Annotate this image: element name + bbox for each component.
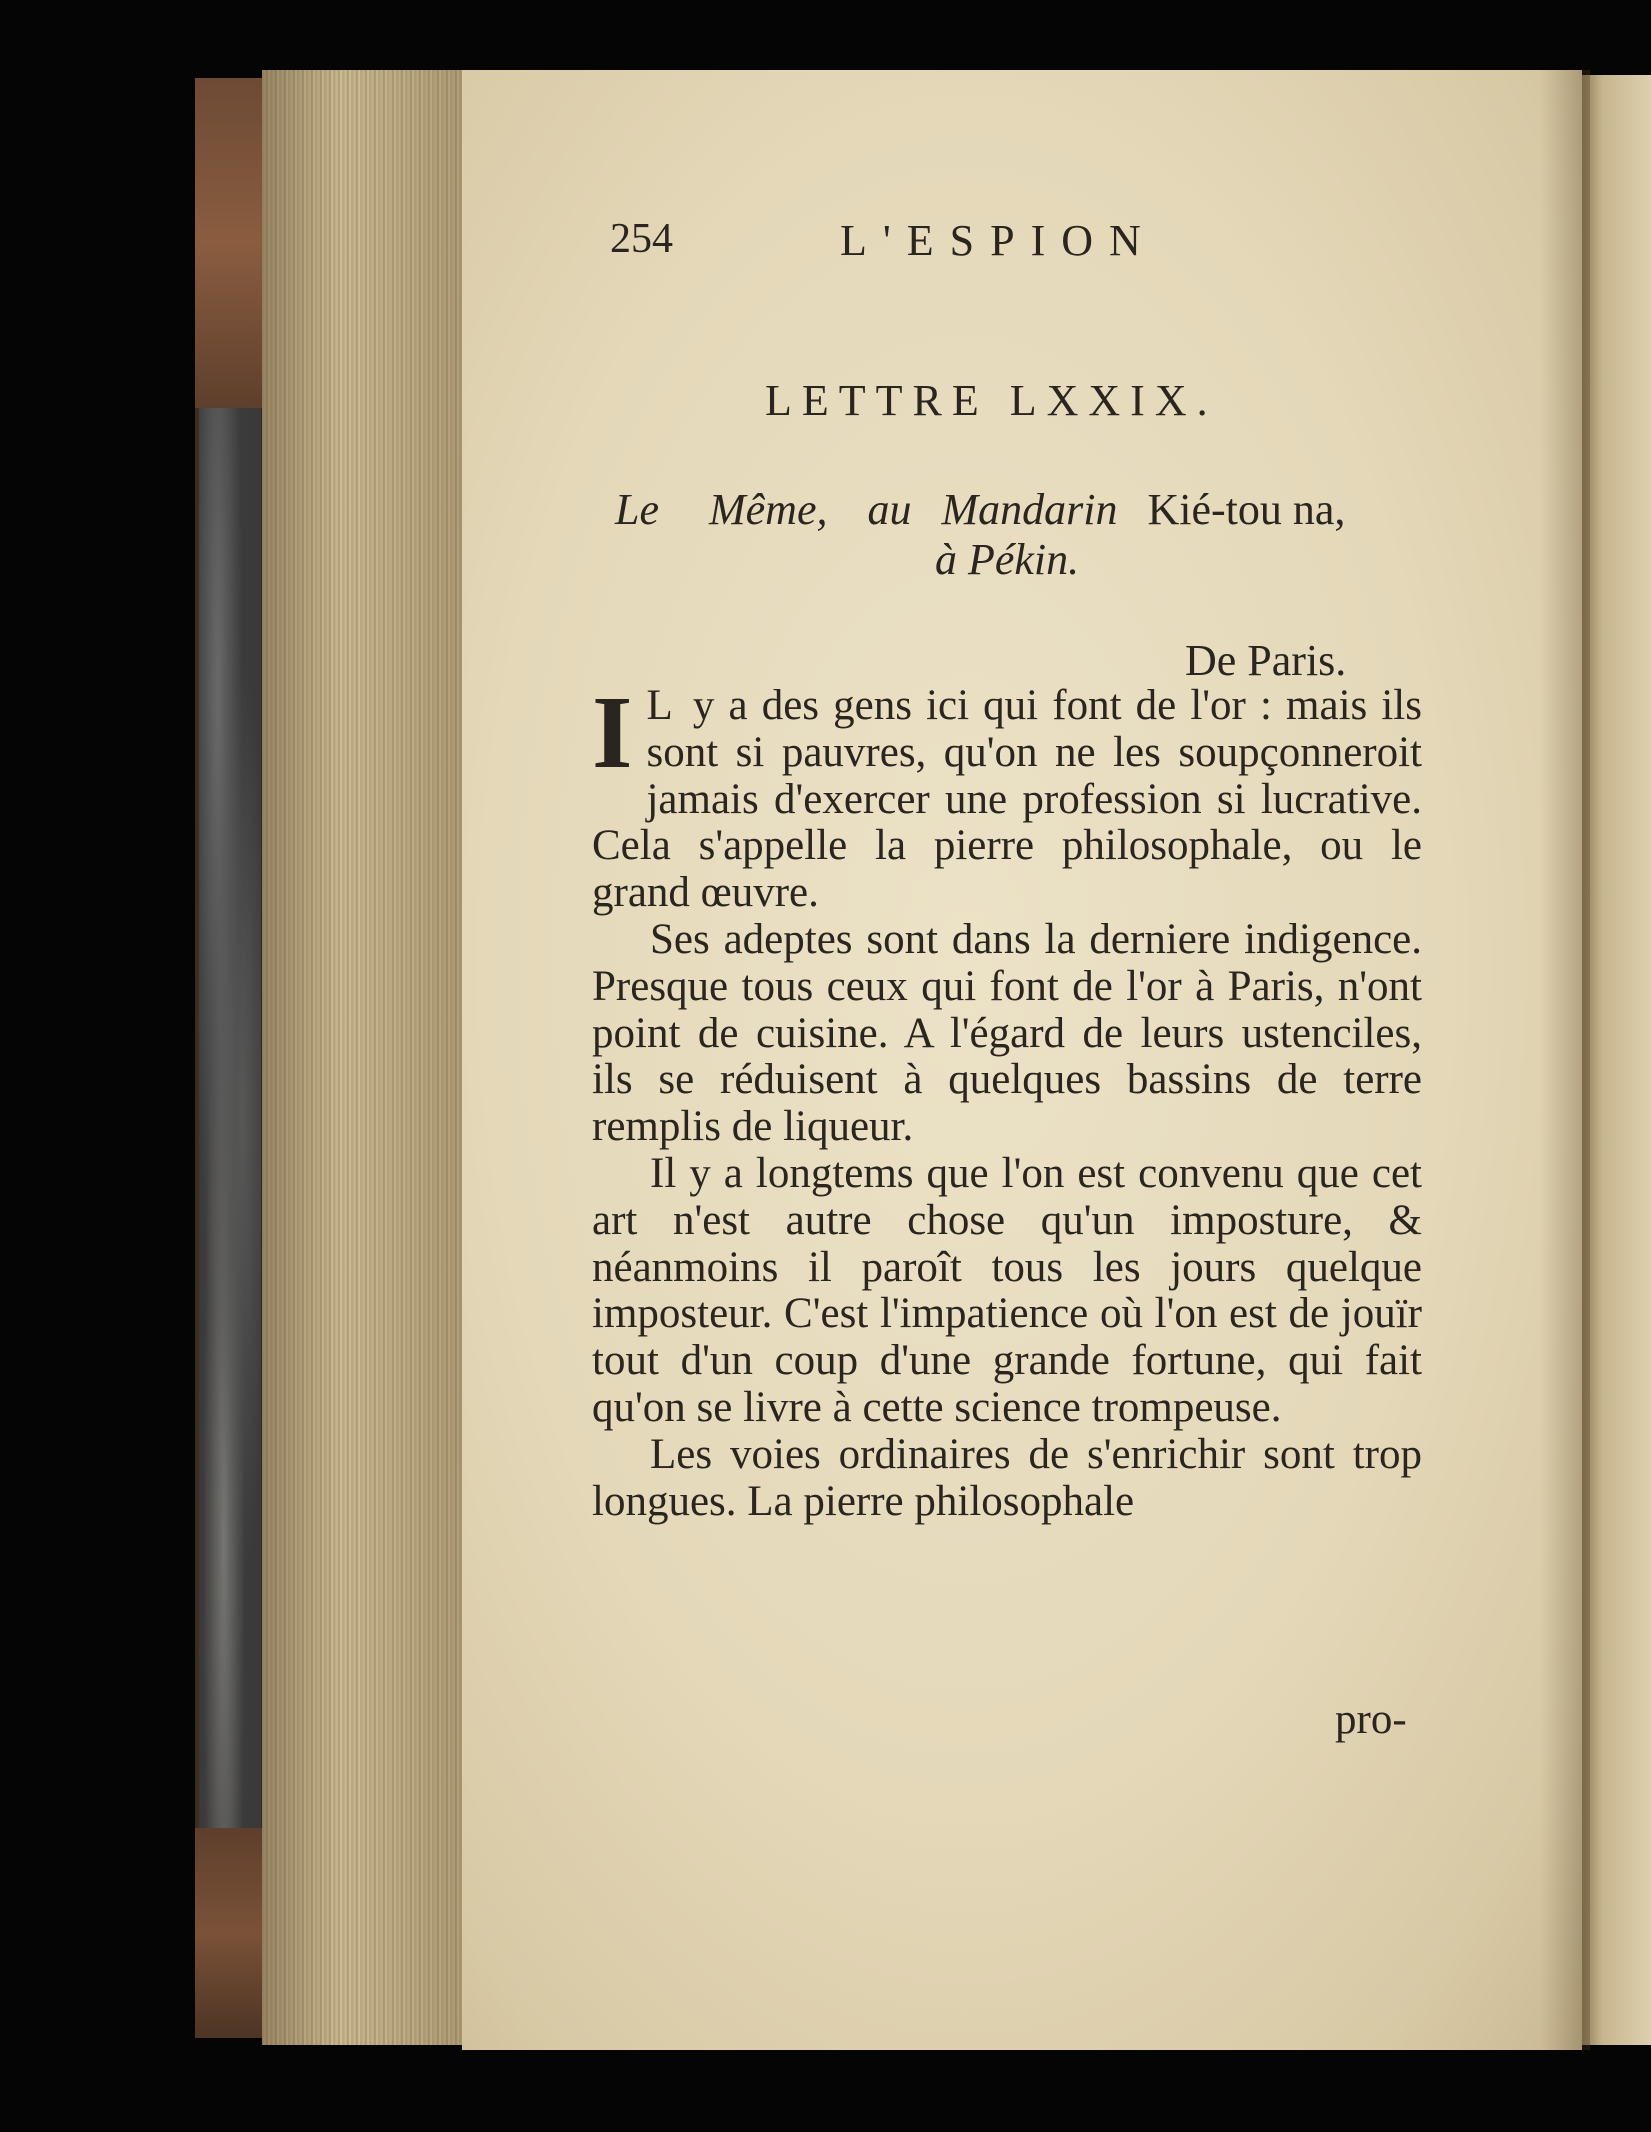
paragraph: Les voies ordinaires de s'enrichir sont trop longues. La pierre philosophale [592,1430,1422,1525]
page-edges [262,70,462,2045]
paragraph: Ses adeptes sont dans la derniere indigence. Presque tous ceux qui font de l'or à Paris, n'ont point de cuisine. A l'égard de leurs ustenciles, ils se réduisent à quelques bassins de terre remplis de liqueur. [592,915,1422,1151]
catchword: pro- [1335,1696,1407,1743]
salutation-recipient: Kié-tou na, [1147,485,1346,534]
dateline: De Paris. [1185,636,1347,685]
book-cover [195,78,267,2038]
paragraph: Il y a longtems que l'on est convenu que cet art n'est autre chose qu'un imposture, & néanmoins il paroît tous les jours quelque imposteur. C'est l'impatience où l'on est de jouïr tout d'un coup d'une grande fortune, qui fait qu'on se livre à cette science trompeuse. [592,1149,1422,1431]
page-header [610,215,1250,275]
leather-corner-top [195,78,267,408]
salutation-location: à Pékin. [935,535,1080,584]
leather-corner-bottom [195,1828,267,2038]
marbled-board [199,408,261,1828]
page-number: 254 [610,216,673,262]
salutation-word: au [867,485,912,534]
paragraph [592,675,1422,917]
gutter-shadow [1540,70,1590,2050]
letter-body [592,675,1422,1525]
drop-cap: I [592,675,633,790]
running-title: L'ESPION [840,216,1157,265]
facing-page-edge [1582,75,1651,2045]
salutation-word: Le [615,485,659,534]
salutation-word: Mandarin [941,485,1118,534]
salutation-word: Même, [709,485,828,534]
salutation [615,485,1415,585]
first-letter: L [646,682,679,729]
letter-heading: LETTRE LXXIX. [765,376,1218,425]
paragraph-text: y a des gens ici qui font de l'or : mais ils sont si pauvres, qu'on ne les soupçonneroit jamais d'exercer une profession si lucrative. Cela s'appelle la pierre philosophale, ou le grand œuvre. [592,682,1422,917]
